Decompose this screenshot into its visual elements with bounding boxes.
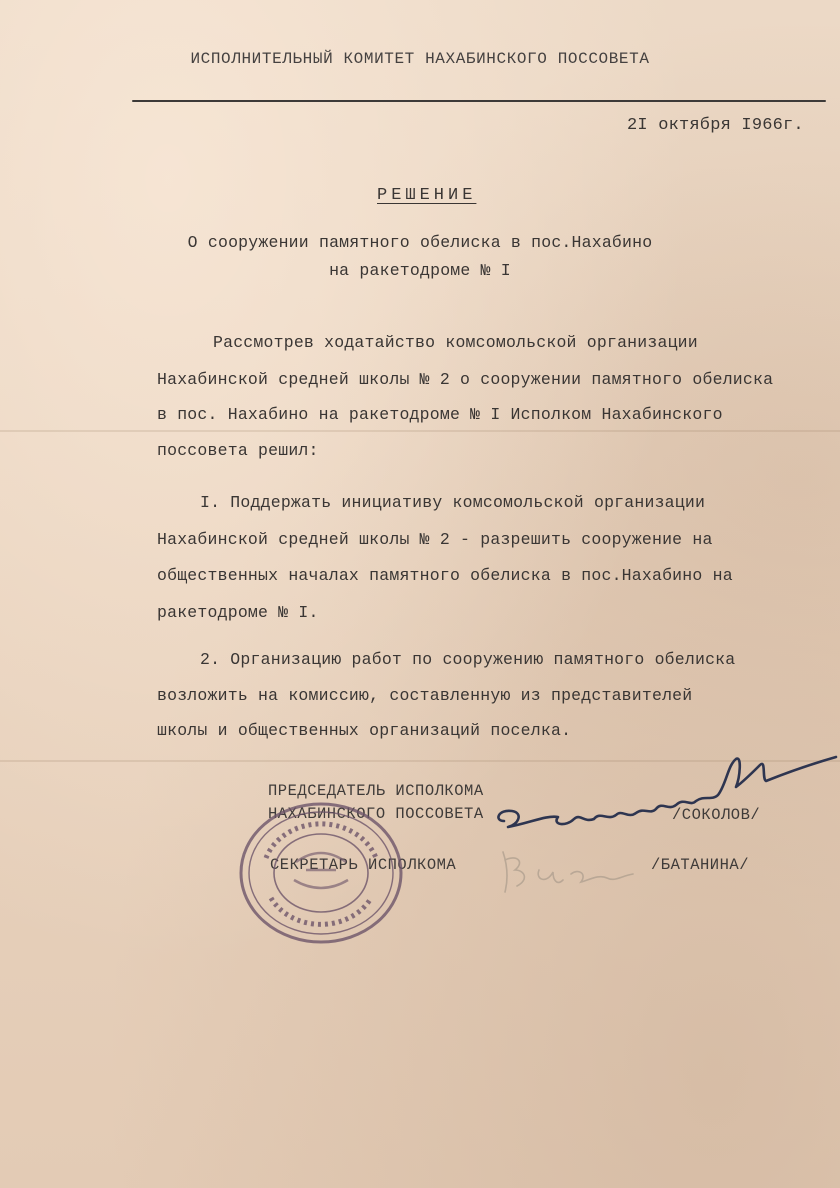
preamble-line: в пос. Нахабино на ракетодроме № I Исполком Нахабинского [157,405,723,424]
decision-item-line: I. Поддержать инициативу комсомольской организации [200,493,706,512]
decision-item-line: школы и общественных организаций поселка. [157,721,572,740]
chair-title-line: ПРЕДСЕДАТЕЛЬ ИСПОЛКОМА [268,782,484,800]
chair-title-line: НАХАБИНСКОГО ПОССОВЕТА [268,805,484,823]
decision-item-line: ракетодроме № I. [157,603,319,622]
secretary-title: СЕКРЕТАРЬ ИСПОЛКОМА [270,856,457,874]
chair-name: /СОКОЛОВ/ [672,806,761,824]
letterhead-rule [132,100,826,102]
decision-item-line: возложить на комиссию, составленную из представителей [157,686,693,705]
subject-line: на ракетодроме № I [329,261,511,280]
decision-item-line: общественных началах памятного обелиска в пос.Нахабино на [157,566,733,585]
document-date: 2I октября I966г. [627,116,804,135]
decision-item-line: 2. Организацию работ по сооружению памятного обелиска [200,650,736,669]
paper-fold-mark [0,430,840,432]
decision-title: РЕШЕНИЕ [377,186,477,205]
preamble-line: Нахабинской средней школы № 2 о сооружении памятного обелиска [157,370,774,389]
secretary-signature-icon [495,840,645,900]
secretary-name: /БАТАНИНА/ [651,856,750,874]
preamble-line: поссовета решил: [157,441,319,460]
official-seal-icon [236,800,406,946]
chair-signature-icon [490,735,840,845]
decision-item-line: Нахабинской средней школы № 2 - разрешить сооружение на [157,530,713,549]
letterhead-title: ИСПОЛНИТЕЛЬНЫЙ КОМИТЕТ НАХАБИНСКОГО ПОССОВЕТА [190,50,650,68]
preamble-line: Рассмотрев ходатайство комсомольской организации [213,333,698,352]
subject-line: О сооружении памятного обелиска в пос.Нахабино [187,233,653,252]
